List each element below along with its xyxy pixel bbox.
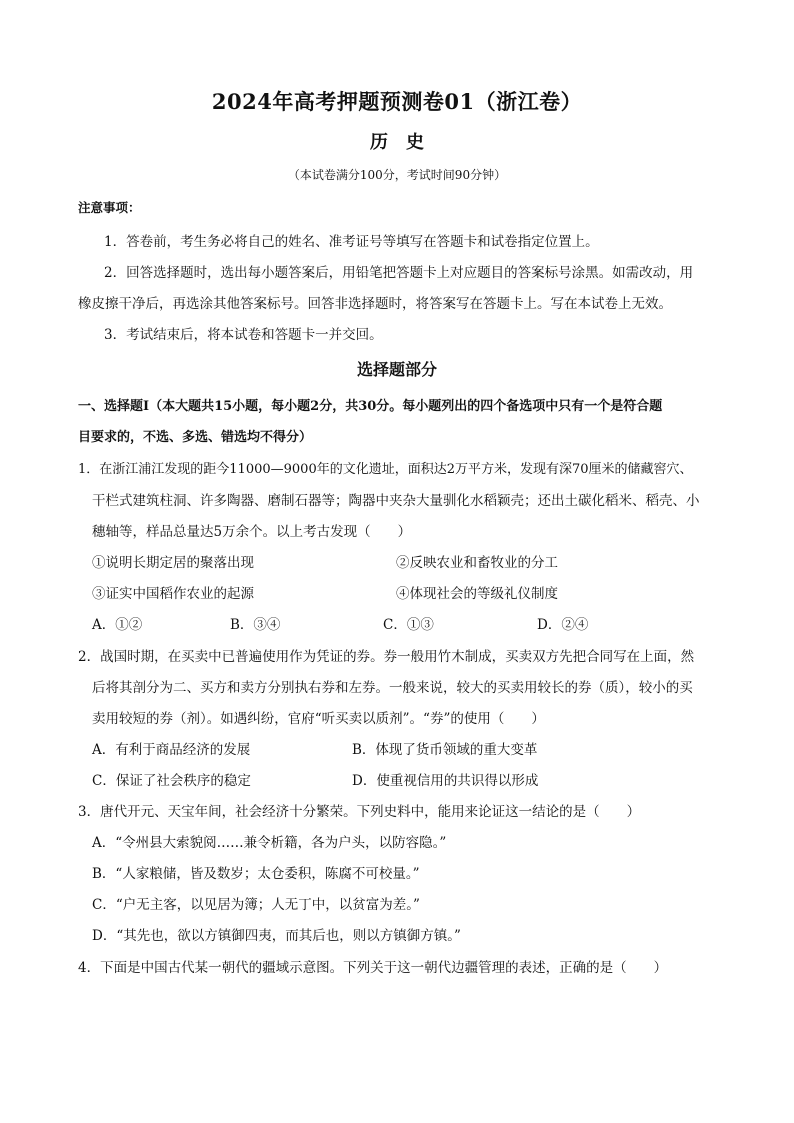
instructions-line-1: 一、选择题Ⅰ（本大题共15小题，每小题2分，共30分。每小题列出的四个备选项中只有一个是符合题 [78, 399, 663, 414]
score-note: （本试卷满分100分，考试时间90分钟） [287, 168, 507, 182]
q2-stem-line-3: 卖用较短的券（剂）。如遇纠纷，官府“听买卖以质剂”。“券”的使用（ ） [92, 711, 545, 727]
q3-stem: 3．唐代开元、天宝年间，社会经济十分繁荣。下列史料中，能用来论证这一结论的是（ ） [78, 804, 641, 820]
q1-stem-line-3: 穗轴等，样品总量达5万余个。以上考古发现（ ） [92, 524, 412, 540]
q1-item-2: ②反映农业和畜牧业的分工 [396, 555, 558, 571]
q1-option-c: C．①③ [383, 617, 434, 633]
q2-stem-line-1: 2．战国时期，在买卖中已普遍使用作为凭证的券。券一般用竹木制成，买卖双方先把合同写在上面，然 [78, 649, 695, 665]
exam-title: 2024年高考押题预测卷01（浙江卷） [211, 89, 583, 114]
instructions-line-2: 目要求的，不选、多选、错选均不得分） [78, 430, 313, 445]
q3-option-d: D．“其先也，欲以方镇御四夷，而其后也，则以方镇御方镇。” [92, 928, 461, 944]
q1-stem-line-2: 干栏式建筑柱洞、许多陶器、磨制石器等；陶器中夹杂大量驯化水稻颖壳；还出土碳化稻米、稻壳、小 [92, 493, 700, 509]
notice-item-3: 3．考试结束后，将本试卷和答题卡一并交回。 [104, 327, 383, 343]
q1-option-d: D．②④ [537, 617, 589, 633]
q3-option-c: C．“户无主客，以见居为簿；人无丁中，以贫富为差。” [92, 897, 420, 913]
notice-item-1: 1．答卷前，考生务必将自己的姓名、准考证号等填写在答题卡和试卷指定位置上。 [104, 234, 599, 250]
section-title: 选择题部分 [356, 360, 437, 379]
q1-option-a: A．①② [92, 617, 143, 633]
q1-item-4: ④体现社会的等级礼仪制度 [396, 586, 558, 602]
q1-option-b: B．③④ [230, 617, 281, 633]
q3-option-b: B．“人家粮储，皆及数岁；太仓委积，陈腐不可校量。” [92, 866, 420, 882]
q4-stem: 4．下面是中国古代某一朝代的疆域示意图。下列关于这一朝代边疆管理的表述，正确的是（ ） [78, 960, 668, 976]
q2-option-d: D．使重视信用的共识得以形成 [352, 773, 539, 789]
q1-item-3: ③证实中国稻作农业的起源 [92, 586, 254, 602]
notice-item-2: 2．回答选择题时，选出每小题答案后，用铅笔把答题卡上对应题目的答案标号涂黑。如需改动，用 [104, 265, 694, 281]
q2-stem-line-2: 后将其剖分为二、买方和卖方分别执右券和左券。一般来说，较大的买卖用较长的券（质），较小的买 [92, 680, 693, 696]
notice-item-2-cont: 橡皮擦干净后，再选涂其他答案标号。回答非选择题时，将答案写在答题卡上。写在本试卷上无效。 [78, 296, 672, 312]
q2-option-c: C．保证了社会秩序的稳定 [92, 773, 251, 789]
q1-item-1: ①说明长期定居的聚落出现 [92, 555, 254, 571]
q1-stem-line-1: 1．在浙江浦江发现的距今11000—9000年的文化遗址，面积达2万平方米，发现有深70厘米的储藏窖穴、 [78, 462, 693, 477]
q2-option-a: A．有利于商品经济的发展 [92, 742, 251, 758]
q2-option-b: B．体现了货币领域的重大变革 [352, 742, 538, 758]
notice-heading: 注意事项： [78, 200, 141, 215]
subject-title: 历史 [370, 132, 442, 153]
q3-option-a: A．“令州县大索貌阅……兼令析籍，各为户头，以防容隐。” [92, 835, 447, 851]
